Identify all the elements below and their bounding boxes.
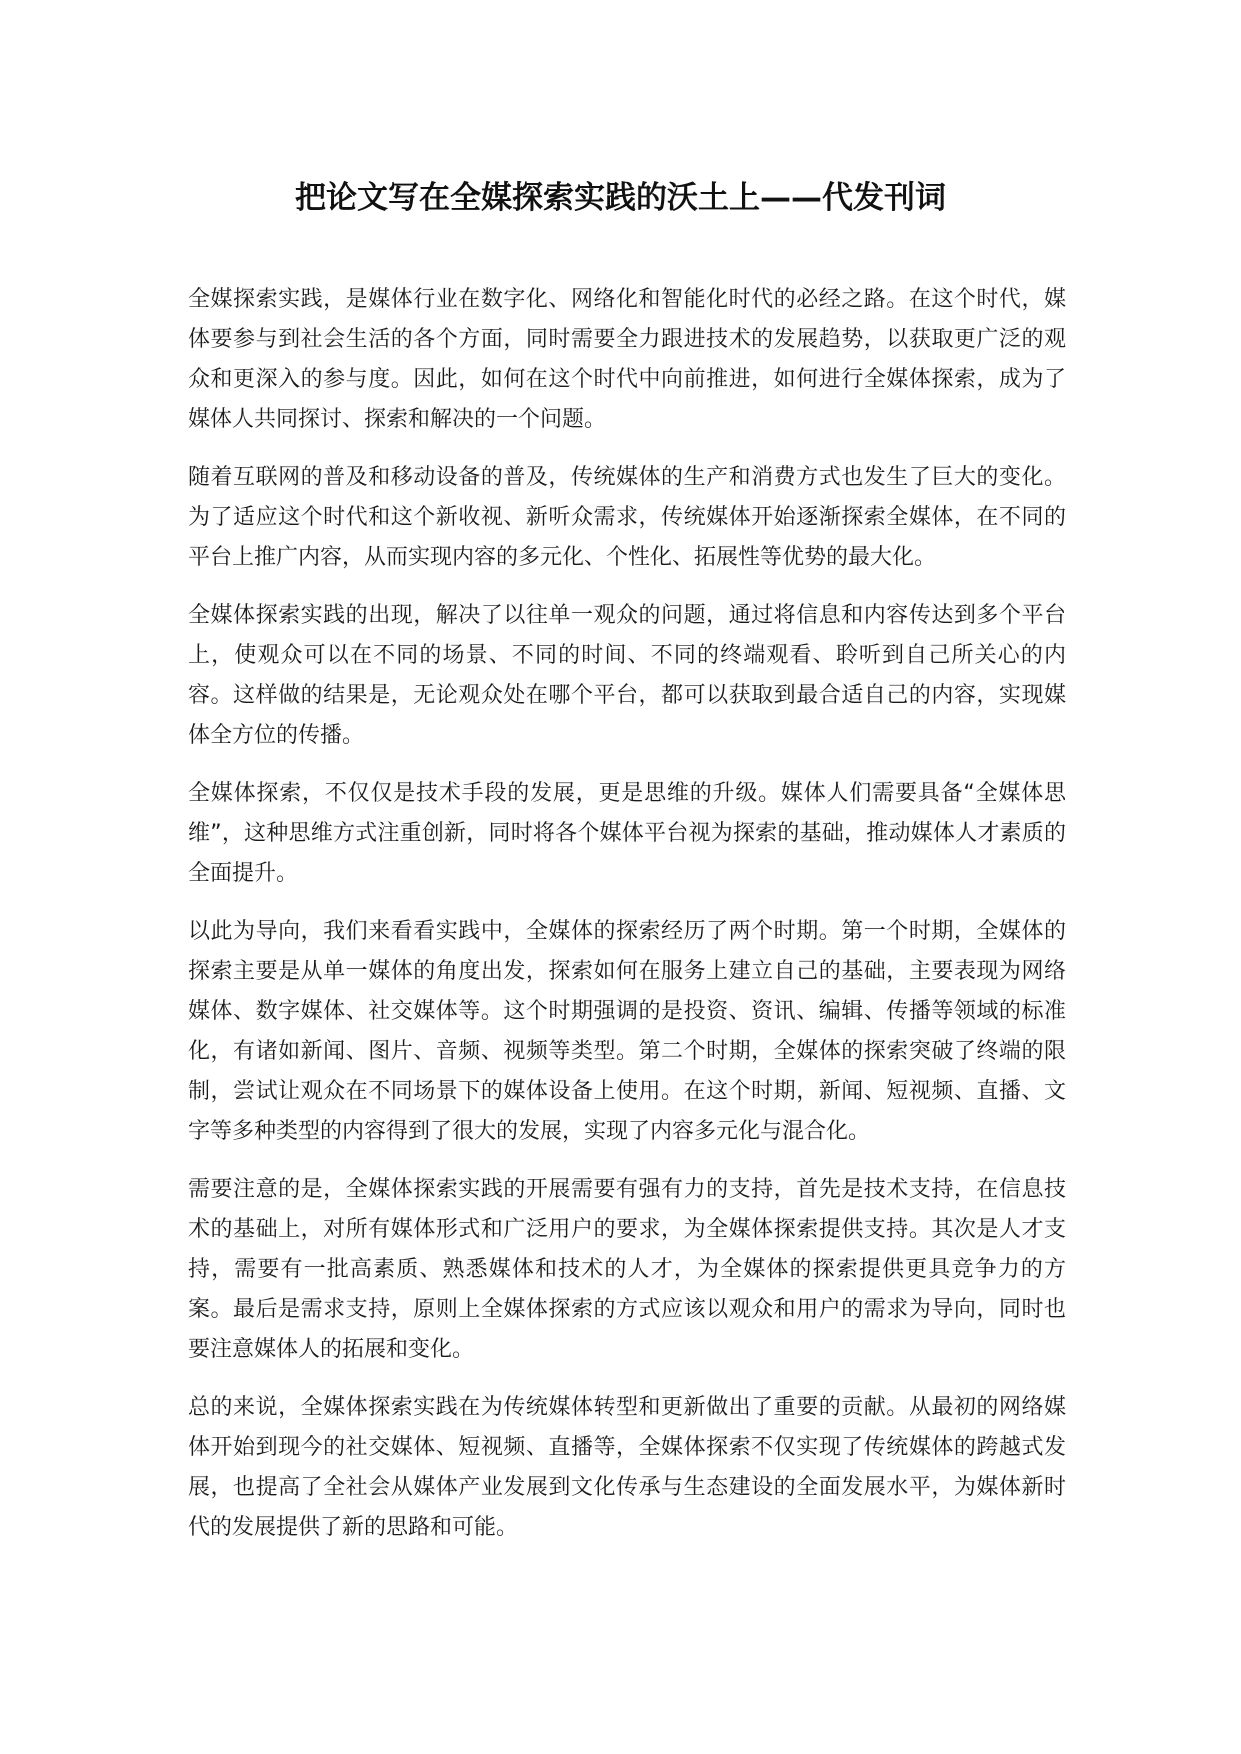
paragraph-3: 全媒体探索实践的出现，解决了以往单一观众的问题，通过将信息和内容传达到多个平台上，使观众可以在不同的场景、不同的时间、不同的终端观看、聆听到自己所关心的内容。这样做的结果是，无论观众处在哪个平台，都可以获取到最合适自己的内容，实现媒体全方位的传播。 xyxy=(188,603,1066,748)
document-body xyxy=(188,280,1066,1566)
paragraph-1: 全媒探索实践，是媒体行业在数字化、网络化和智能化时代的必经之路。在这个时代，媒体要参与到社会生活的各个方面，同时需要全力跟进技术的发展趋势，以获取更广泛的观众和更深入的参与度。因此，如何在这个时代中向前推进，如何进行全媒体探索，成为了媒体人共同探讨、探索和解决的一个问题。 xyxy=(188,287,1066,432)
paragraph-6: 需要注意的是，全媒体探索实践的开展需要有强有力的支持，首先是技术支持，在信息技术的基础上，对所有媒体形式和广泛用户的要求，为全媒体探索提供支持。其次是人才支持，需要有一批高素质、熟悉媒体和技术的人才，为全媒体的探索提供更具竞争力的方案。最后是需求支持，原则上全媒体探索的方式应该以观众和用户的需求为导向，同时也要注意媒体人的拓展和变化。 xyxy=(188,1177,1066,1362)
paragraph-4: 全媒体探索，不仅仅是技术手段的发展，更是思维的升级。媒体人们需要具备“全媒体思维”，这种思维方式注重创新，同时将各个媒体平台视为探索的基础，推动媒体人才素质的全面提升。 xyxy=(188,781,1066,886)
paragraph-7: 总的来说，全媒体探索实践在为传统媒体转型和更新做出了重要的贡献。从最初的网络媒体开始到现今的社交媒体、短视频、直播等，全媒体探索不仅实现了传统媒体的跨越式发展，也提高了全社会从媒体产业发展到文化传承与生态建设的全面发展水平，为媒体新时代的发展提供了新的思路和可能。 xyxy=(188,1395,1066,1540)
paragraph-5: 以此为导向，我们来看看实践中，全媒体的探索经历了两个时期。第一个时期，全媒体的探索主要是从单一媒体的角度出发，探索如何在服务上建立自己的基础，主要表现为网络媒体、数字媒体、社交媒体等。这个时期强调的是投资、资讯、编辑、传播等领域的标准化，有诸如新闻、图片、音频、视频等类型。第二个时期，全媒体的探索突破了终端的限制，尝试让观众在不同场景下的媒体设备上使用。在这个时期，新闻、短视频、直播、文字等多种类型的内容得到了很大的发展，实现了内容多元化与混合化。 xyxy=(188,919,1066,1144)
paragraph-2: 随着互联网的普及和移动设备的普及，传统媒体的生产和消费方式也发生了巨大的变化。为了适应这个时代和这个新收视、新听众需求，传统媒体开始逐渐探索全媒体，在不同的平台上推广内容，从而实现内容的多元化、个性化、拓展性等优势的最大化。 xyxy=(188,465,1066,570)
document-title: 把论文写在全媒探索实践的沃土上——代发刊词 xyxy=(295,180,946,216)
